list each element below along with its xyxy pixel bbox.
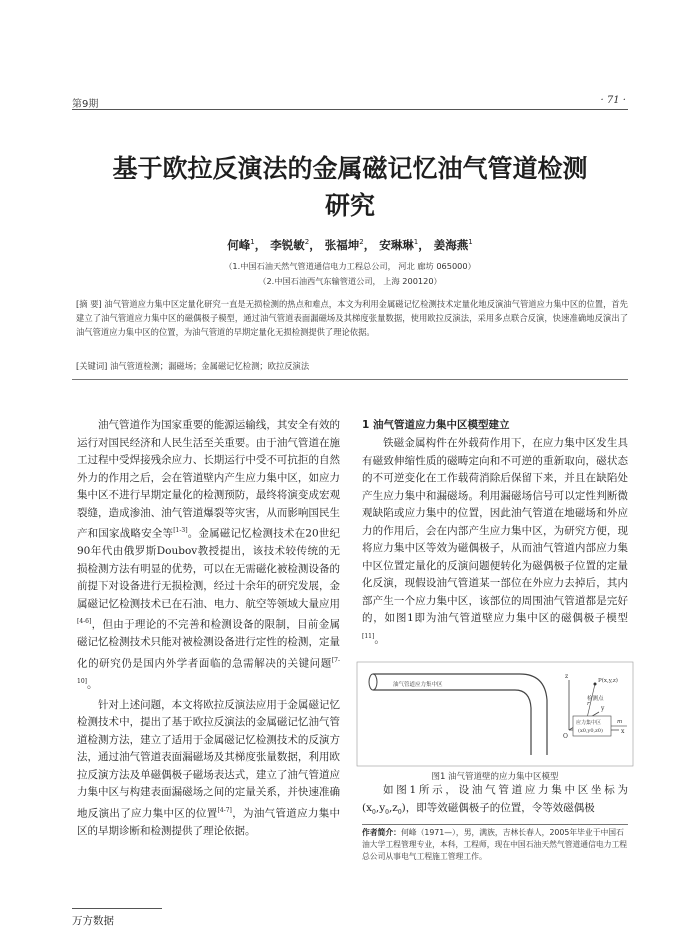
abstract-text: 油气管道应力集中区定量化研究一直是无损检测的热点和难点，本文为利用金属磁记忆检测技术定量化地反演油气管道应力集中区的位置，首先建立了油气管道应力集中区的磁偶极子模型，通过油气管道表面漏磁场及其梯度张量数据，使用欧拉反演法，采用多点联合反演，快速准确地反演出了油气管道应力集中区的位置，为油气管道的早期定量化无损检测提供了理论依据。	[76, 299, 628, 337]
footer-source: 万方数据	[72, 915, 114, 927]
author-note	[362, 827, 628, 863]
section-paragraph-2: 如图1所示，设油气管道应力集中区坐标为$(x_0,y_0,z_0)$，即等效磁偶极子的位置，令等效磁偶极	[362, 784, 628, 816]
dipole-label: 应力集中区	[576, 720, 602, 726]
origin-label: O	[563, 733, 568, 740]
author: 安琳琳$^1$	[379, 238, 419, 252]
figure-caption: 图1 油气管道壁的应力集中区模型	[431, 772, 559, 782]
author: 李锐敏$^2$	[270, 238, 310, 252]
keywords-text: 油气管道检测；漏磁场；金属磁记忆检测；欧拉反演法	[110, 361, 310, 371]
pipe-label: 油气管道应力集中区	[393, 682, 443, 688]
author-note-text: 何峰（1971—），男，满族，吉林长春人，2005年毕业于中国石油大学工程管理专业，本科，工程师，现在中国石油天然气管道通信电力工程总公司从事电气工程施工管理工作。	[362, 828, 628, 861]
z-axis-label: z	[565, 673, 569, 680]
figure-1-pipe-model	[355, 660, 635, 768]
abstract	[76, 297, 628, 339]
journal-issue: 第9期	[72, 99, 99, 110]
pipe-end	[369, 674, 377, 690]
intro-paragraph-2: 针对上述问题，本文将欧拉反演法应用于金属磁记忆检测技术中，提出了基于欧拉反演法的金属磁记忆油气管道检测方法，建立了适用于金属磁记忆检测技术的反演方法，通过油气管道表面漏磁场及其梯度张量数据，利用欧拉反演方法及单磁偶极子磁场表达式，建立了油气管道应力集中区与构建表面漏磁场之间的定量关系，并快速准确地反演出了应力集中区的位置[4-7]，为油气管道应力集中区的早期诊断和检测提供了理论依据。	[77, 698, 341, 837]
x-axis-label: x	[621, 728, 625, 735]
paper-title	[60, 150, 640, 224]
right-column-body	[362, 435, 628, 649]
detect-label: 检测点	[587, 696, 604, 702]
author-note-rule	[362, 824, 628, 825]
point-label: P(x,y,z)	[598, 678, 618, 684]
author-list: 何峰$^1$， 李锐敏$^2$， 张福坤$^2$， 安琳琳$^1$， 姜海燕$^1$	[227, 238, 473, 252]
affiliation-1: （1.中国石油天然气管道通信电力工程总公司， 河北 廊坊 065000）	[224, 261, 476, 271]
keywords	[76, 360, 628, 372]
keywords-label: [关键词]	[76, 361, 108, 371]
footer-rule	[72, 908, 162, 909]
pipe-inner-wall	[373, 690, 531, 755]
y-axis-label: y	[601, 705, 605, 712]
left-column	[77, 417, 340, 840]
section-paragraph-1: 铁磁金属构件在外载荷作用下，在应力集中区发生具有磁致伸缩性质的磁畴定向和不可逆的重新取向，磁状态的不可逆变化在工作载荷消除后保留下来，并且在缺陷处产生应力集中和漏磁场。利用漏磁场信号可以定性判断微观缺陷或应力集中的位置，因此油气管道在地磁场和外应力的作用后，会在内部产生应力集中区，为研究方便，现将应力集中区等效为磁偶极子，从而油气管道内部应力集中区位置定量化的反演问题便转化为磁偶极子位置的定量化反演，现假设油气管道某一部位在外应力去掉后，其内部产生一个应力集中区，该部位的周围油气管道都是完好的，如图1即为油气管道壁应力集中区的磁偶极子模型[11]。	[362, 437, 628, 645]
affiliation-2: （2.中国石油西气东输管道公司， 上海 200120）	[258, 276, 442, 286]
m-label: m	[617, 719, 623, 725]
intro-paragraph-1: 油气管道作为国家重要的能源运输线，其安全有效的运行对国民经济和人民生活至关重要。由于油气管道在施工过程中受焊接残余应力、长期运行中受不可抗拒的自然外力的作用之后，会在管道壁内产生应力集中区，如应力集中区不进行早期定量化的检测预防，最终将演变成宏观裂缝，造成渗油、油气管道爆裂等灾害，从而影响国民生产和国家战略安全等[1-3]。金属磁记忆检测技术在20世纪90年代由俄罗斯Doubov教授提出，该技术较传统的无损检测方法有明显的优势，可以在无需磁化被检测设备的前提下对设备进行无损检测，经过十余年的研究发展，金属磁记忆检测技术已在石油、电力、航空等领域大量应用[4-6]，但由于理论的不完善和检测设备的限制，目前金属磁记忆检测技术只能对被检测设备进行定性的检测，定量化的研究仍是国内外学者面临的急需解决的关键问题[7-10]。	[77, 419, 340, 690]
header-rule	[72, 109, 628, 110]
section-divider	[72, 379, 628, 380]
author: 姜海燕$^1$	[433, 238, 473, 252]
page-number: · 71 ·	[600, 95, 626, 106]
right-column-continued	[362, 782, 628, 821]
r-label: r	[587, 701, 590, 707]
dipole-coords: (x0,y0,z0)	[578, 728, 603, 734]
section-heading: 1 油气管道应力集中区模型建立	[362, 419, 510, 431]
author: 何峰$^1$	[227, 238, 255, 252]
abstract-label: [摘 要]	[76, 299, 102, 309]
title-line-1: 基于欧拉反演法的金属磁记忆油气管道检测	[112, 154, 588, 183]
author-note-label: 作者简介：	[362, 828, 401, 837]
figure-frame	[357, 662, 633, 766]
author: 张福坤$^2$	[324, 238, 364, 252]
title-line-2: 研究	[324, 191, 375, 220]
